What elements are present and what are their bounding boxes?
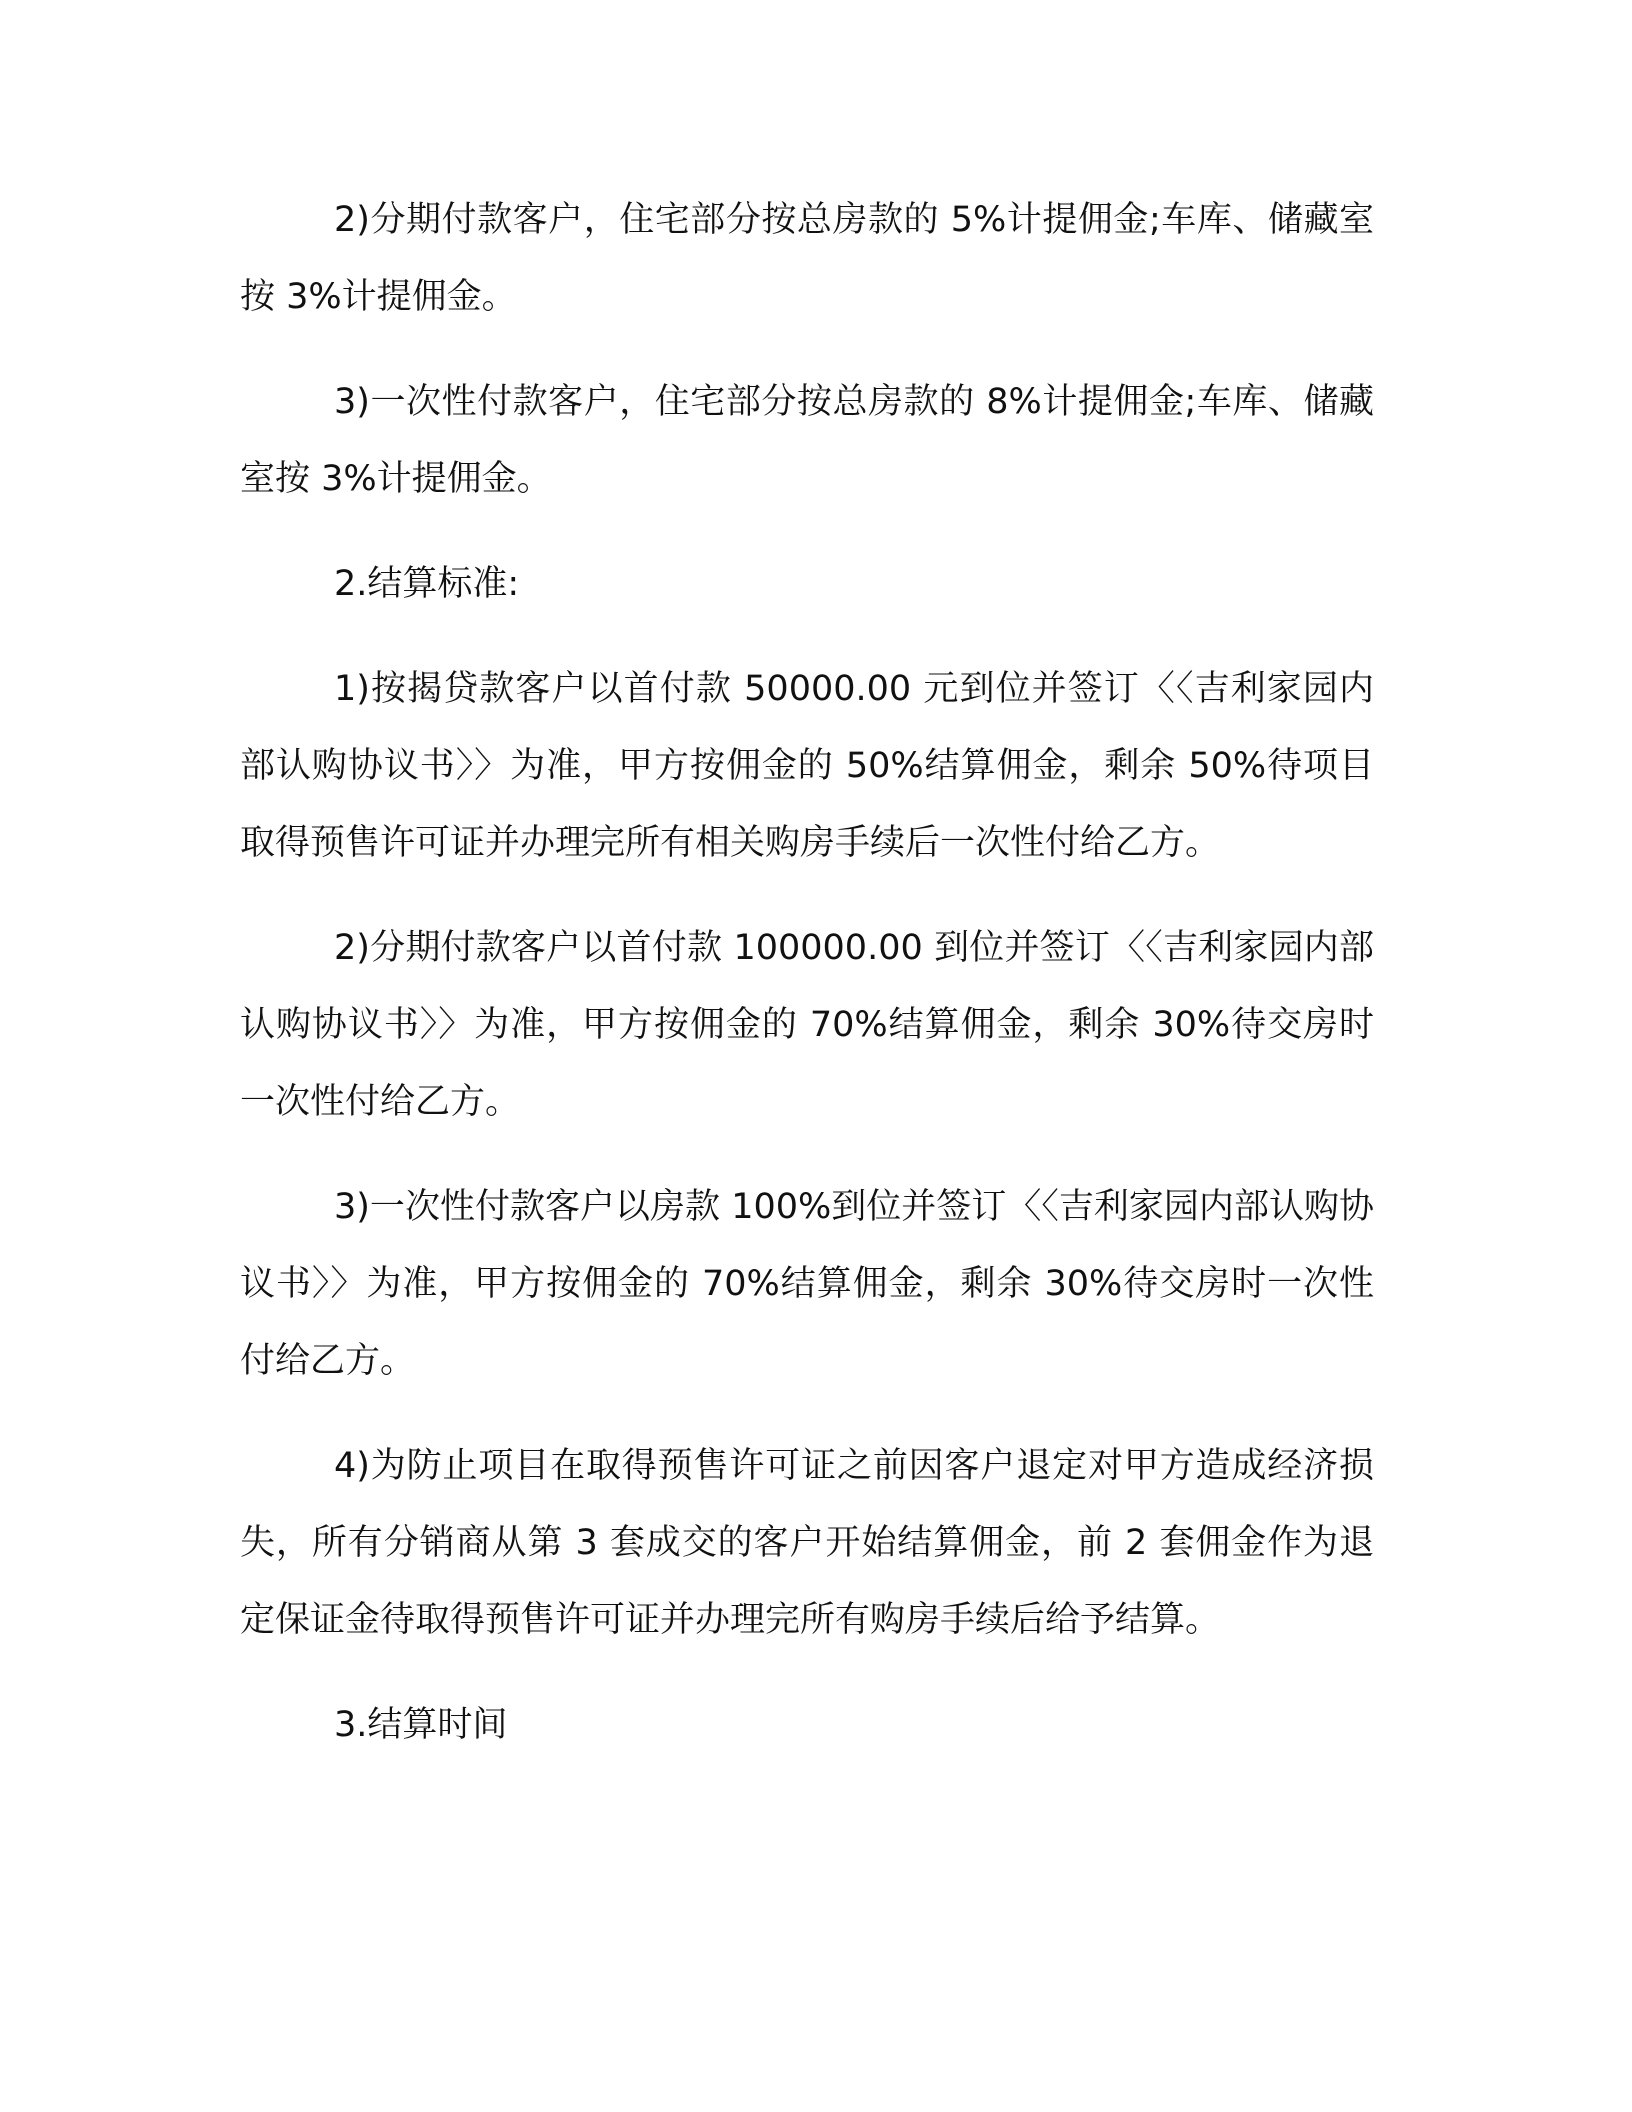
paragraph-installment-commission: 2)分期付款客户，住宅部分按总房款的 5%计提佣金;车库、储藏室按 3%计提佣金。 <box>240 200 1374 317</box>
paragraph-full-payment-commission: 3)一次性付款客户，住宅部分按总房款的 8%计提佣金;车库、储藏室按 3%计提佣金。 <box>240 382 1374 499</box>
document-body <box>240 182 1374 1764</box>
paragraph-installment-settlement: 2)分期付款客户以首付款 100000.00 到位并签订〈〈吉利家园内部认购协议书〉〉为准，甲方按佣金的 70%结算佣金，剩余 30%待交房时一次性付给乙方。 <box>240 928 1374 1122</box>
section-heading-settlement-standard: 2.结算标准: <box>334 564 520 604</box>
section-heading-settlement-time: 3.结算时间 <box>334 1705 508 1745</box>
paragraph-full-payment-settlement: 3)一次性付款客户以房款 100%到位并签订〈〈吉利家园内部认购协议书〉〉为准，甲方按佣金的 70%结算佣金，剩余 30%待交房时一次性付给乙方。 <box>240 1187 1374 1381</box>
paragraph-mortgage-settlement: 1)按揭贷款客户以首付款 50000.00 元到位并签订〈〈吉利家园内部认购协议书〉〉为准，甲方按佣金的 50%结算佣金，剩余 50%待项目取得预售许可证并办理完所有相关购房手续后一次性付给乙方。 <box>240 669 1374 863</box>
paragraph-deposit-rule: 4)为防止项目在取得预售许可证之前因客户退定对甲方造成经济损失，所有分销商从第 3 套成交的客户开始结算佣金，前 2 套佣金作为退定保证金待取得预售许可证并办理完所有购房手续后给予结算。 <box>240 1446 1374 1640</box>
